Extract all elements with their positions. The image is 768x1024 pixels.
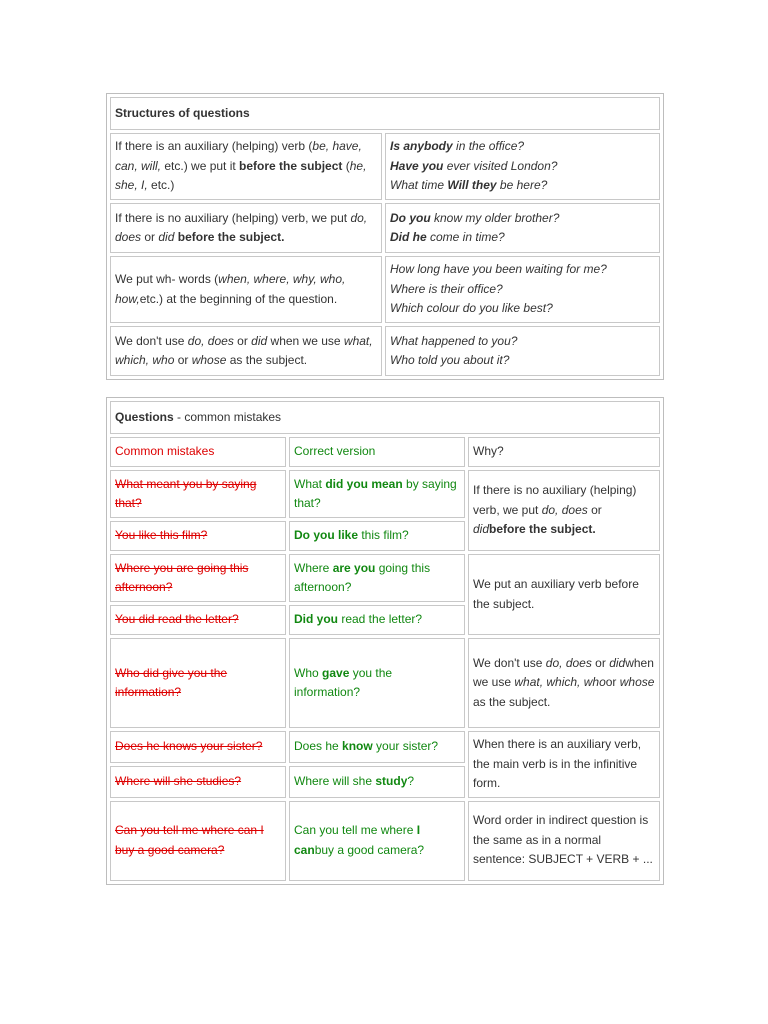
- text-run: before the subject: [239, 158, 343, 173]
- text-run: Will they: [447, 178, 497, 193]
- text-run: he, she, I,: [115, 158, 367, 193]
- text-run: when we use: [473, 655, 654, 690]
- text-run: know my older brother?: [430, 210, 560, 225]
- text-run: gave: [322, 665, 350, 680]
- correct-text: [289, 605, 465, 635]
- correct-text: [289, 801, 465, 881]
- text-run: do,: [545, 655, 563, 670]
- text-run: I can: [294, 823, 421, 857]
- text-run: What: [294, 476, 326, 491]
- text-run: Who told you about it?: [390, 353, 510, 367]
- text-run: ?: [407, 773, 415, 788]
- structures-table: [106, 93, 664, 380]
- mistakes-table: [106, 397, 664, 885]
- header-common-mistakes: Common mistakes: [110, 437, 286, 467]
- text-run: your sister?: [372, 739, 439, 754]
- text-run: going this afternoon?: [294, 560, 431, 594]
- why-text: [468, 731, 660, 798]
- text-run: what, which, who: [115, 333, 373, 367]
- mistake-text: You did read the letter?: [110, 605, 286, 635]
- mistake-text: Can you tell me where can I buy a good camera?: [110, 801, 286, 881]
- why-text: [468, 554, 660, 635]
- text-run: this film?: [358, 528, 409, 543]
- text-run: We don't use: [473, 655, 546, 670]
- example-line: [390, 280, 655, 300]
- text-run: are you: [332, 560, 376, 575]
- example-line: [390, 260, 655, 280]
- text-run: Who: [294, 665, 323, 680]
- text-run: etc.) we put it: [161, 158, 240, 173]
- correct-text: [289, 731, 465, 763]
- text-run: or: [141, 230, 159, 244]
- mistake-text: Who did give you the information?: [110, 638, 286, 728]
- text-run: Did he: [390, 230, 427, 244]
- example-line: [390, 299, 655, 319]
- text-run: (: [342, 158, 350, 173]
- mistake-text: Where you are going this afternoon?: [110, 554, 286, 602]
- text-run: Word order in indirect question is the same as in a normal sentence: SUBJECT + VERB + ...: [473, 813, 653, 867]
- text-run: as the subject.: [226, 353, 308, 367]
- mistake-text: Does he knows your sister?: [110, 731, 286, 763]
- example-line: [390, 332, 655, 352]
- correct-text: [289, 554, 465, 602]
- structure-examples: [385, 256, 660, 323]
- structure-examples: [385, 133, 660, 200]
- text-run: Where is their office?: [390, 281, 503, 296]
- mistake-row: [110, 554, 660, 602]
- text-run: before the subject.: [489, 522, 596, 537]
- example-line: [390, 176, 655, 196]
- structure-row: [110, 326, 660, 376]
- text-run: did: [158, 230, 175, 244]
- structure-examples: [385, 203, 660, 253]
- text-run: Where: [294, 560, 333, 575]
- text-run: Can you tell me where: [294, 823, 417, 837]
- text-run: ever visited London?: [443, 158, 558, 173]
- example-line: [390, 228, 655, 248]
- text-run: If there is no auxiliary (helping) verb, we put: [115, 210, 351, 225]
- structure-examples: [385, 326, 660, 376]
- structure-row: [110, 203, 660, 253]
- example-line: [390, 157, 655, 177]
- text-run: Have you: [390, 158, 444, 173]
- text-run: We put an auxiliary verb before the subject.: [473, 577, 639, 611]
- text-run: did: [473, 522, 490, 537]
- text-run: before the subject.: [177, 230, 285, 244]
- text-run: did: [251, 333, 268, 348]
- example-line: [390, 351, 655, 371]
- text-run: etc.): [147, 178, 175, 193]
- example-line: [390, 209, 655, 229]
- text-run: We don't use: [115, 333, 188, 348]
- text-run: We put wh- words (: [115, 272, 219, 286]
- text-run: you the information?: [294, 665, 393, 699]
- text-run: do, does: [187, 333, 234, 348]
- text-run: If there is no auxiliary (helping) verb, we put: [473, 483, 637, 517]
- text-run: Where will she: [294, 773, 376, 788]
- text-run: as the subject.: [473, 694, 551, 709]
- why-text: [468, 638, 660, 728]
- text-run: be, have, can, will,: [115, 139, 362, 173]
- structures-title: Structures of questions: [110, 97, 660, 130]
- text-run: do, does: [115, 210, 368, 244]
- mistake-row: [110, 470, 660, 518]
- text-run: What time: [390, 178, 448, 193]
- mistakes-table-body: [110, 401, 660, 881]
- text-run: Did you: [294, 612, 338, 627]
- text-run: Do you like: [294, 528, 359, 543]
- structure-rule: [110, 133, 382, 200]
- text-run: Which colour do you like best?: [390, 301, 553, 316]
- text-run: whose: [619, 675, 655, 690]
- mistake-row: [110, 801, 660, 881]
- text-run: buy a good camera?: [314, 842, 425, 857]
- example-line: [390, 137, 655, 157]
- text-run: How long have you been waiting for me?: [390, 262, 607, 277]
- text-run: by saying that?: [294, 476, 457, 510]
- text-run: know: [342, 739, 373, 754]
- text-run: when, where, why, who, how,: [115, 272, 346, 306]
- text-run: does: [565, 655, 592, 670]
- header-why: Why?: [468, 437, 660, 467]
- structure-rule: [110, 203, 382, 253]
- text-run: or: [174, 353, 192, 367]
- text-run: What happened to you?: [390, 333, 518, 348]
- text-run: or: [233, 333, 252, 348]
- why-text: [468, 470, 660, 551]
- mistake-row: [110, 638, 660, 728]
- correct-text: [289, 470, 465, 518]
- why-text: [468, 801, 660, 881]
- correct-text: [289, 521, 465, 551]
- structure-rule: [110, 326, 382, 376]
- mistake-text: What meant you by saying that?: [110, 470, 286, 518]
- mistake-text: Where will she studies?: [110, 766, 286, 798]
- text-run: come in time?: [426, 230, 505, 244]
- text-run: Does he: [294, 739, 343, 754]
- text-run: when we use: [267, 333, 344, 348]
- mistakes-title: Questions - common mistakes: [110, 401, 660, 434]
- header-correct-version: Correct version: [289, 437, 465, 467]
- text-run: Do you: [390, 210, 431, 225]
- correct-text: [289, 766, 465, 798]
- correct-text: [289, 638, 465, 728]
- text-run: If there is an auxiliary (helping) verb (: [115, 139, 313, 154]
- text-run: be here?: [496, 178, 548, 193]
- text-run: whose: [191, 353, 227, 367]
- text-run: what, which, who: [514, 675, 606, 690]
- text-run: or: [591, 655, 610, 670]
- text-run: read the letter?: [338, 612, 423, 627]
- text-run: or: [587, 502, 602, 517]
- text-run: in the office?: [452, 139, 525, 154]
- text-run: etc.) at the beginning of the question.: [139, 291, 338, 306]
- text-run: Is anybody: [390, 139, 453, 154]
- text-run: do,: [541, 502, 559, 517]
- structure-rule: [110, 256, 382, 323]
- text-run: When there is an auxiliary verb, the main verb is in the infinitive form.: [473, 737, 642, 790]
- text-run: did: [609, 655, 626, 670]
- text-run: does: [561, 502, 588, 517]
- mistake-text: You like this film?: [110, 521, 286, 551]
- structures-table-body: [110, 97, 660, 376]
- mistake-row: [110, 731, 660, 763]
- structure-row: [110, 133, 660, 200]
- text-run: study: [375, 773, 408, 788]
- structure-row: [110, 256, 660, 323]
- text-run: or: [605, 675, 620, 690]
- text-run: did you mean: [325, 476, 403, 491]
